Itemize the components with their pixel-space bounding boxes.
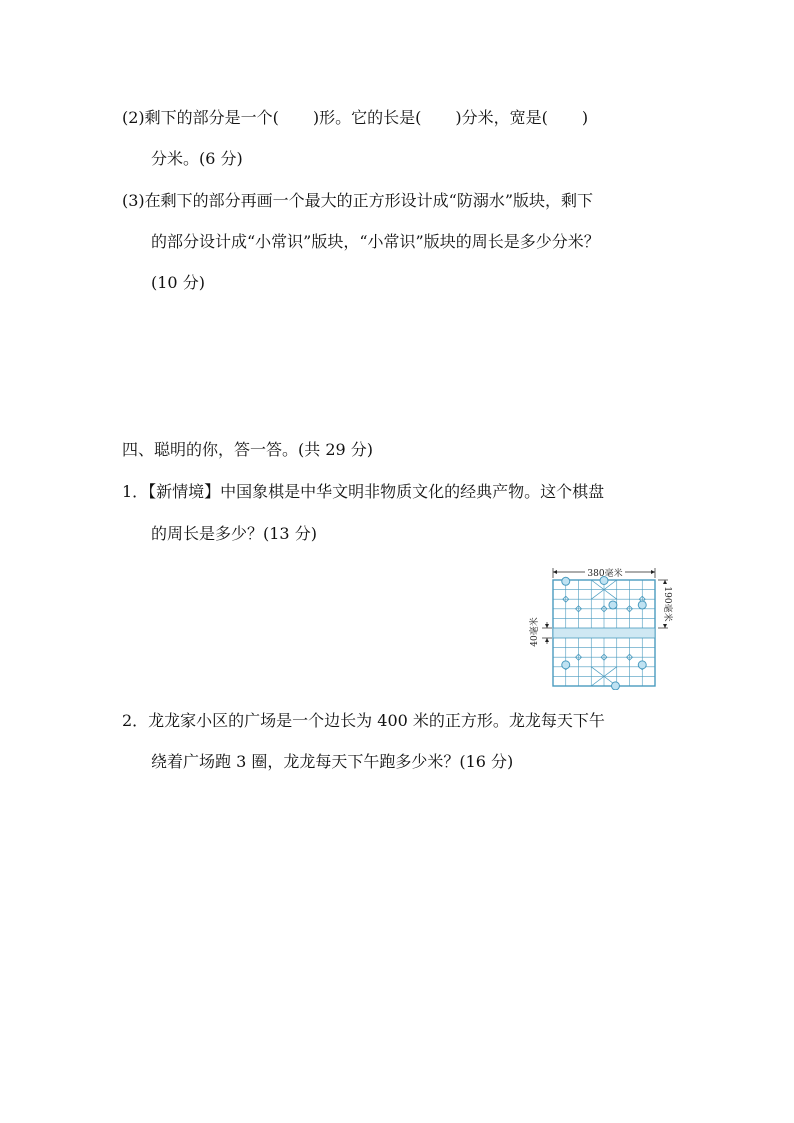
height-label: 190毫米 xyxy=(662,586,672,622)
river-arrow-top xyxy=(545,624,549,628)
q3-part2-line1 xyxy=(122,108,588,128)
height-arrow-bottom xyxy=(663,624,667,628)
chess-piece xyxy=(562,661,570,669)
q3-part3-line2: 的部分设计成“小常识”版块，“小常识”版块的周长是多少分米？ xyxy=(151,232,600,251)
chessboard-grid xyxy=(553,580,655,686)
width-label: 380毫米 xyxy=(587,569,623,579)
q1-line1: 1．【新情境】中国象棋是中华文明非物质文化的经典产物。这个棋盘 xyxy=(122,482,605,501)
q3-part3-line1: (3)在剩下的部分再画一个最大的正方形设计成“防溺水”版块，剩下 xyxy=(122,191,594,210)
height-arrow-top xyxy=(663,580,667,584)
river-width-label: 40毫米 xyxy=(530,617,540,647)
chess-piece xyxy=(611,682,619,690)
q3-part2-line2: 分米。(6 分) xyxy=(151,149,243,168)
section4-heading: 四、聪明的你，答一答。(共 29 分) xyxy=(122,440,374,459)
q1-line2: 的周长是多少？(13 分) xyxy=(151,524,317,543)
part2-text-a: (2)剩下的部分是一个( xyxy=(122,108,279,127)
q3-part3-line3: (10 分) xyxy=(151,273,205,292)
chess-piece xyxy=(638,601,646,609)
width-arrow-right xyxy=(651,570,655,574)
river-band xyxy=(553,628,655,638)
chess-piece xyxy=(562,577,570,585)
chessboard-figure xyxy=(528,564,680,690)
river-arrow-bottom xyxy=(545,638,549,642)
chess-piece xyxy=(609,601,617,609)
part2-text-c: )分米，宽是( xyxy=(455,108,548,127)
q2-line2: 绕着广场跑 3 圈，龙龙每天下午跑多少米？(16 分) xyxy=(151,752,514,771)
part2-text-b: )形。它的长是( xyxy=(312,108,422,127)
q2-line1: 2．龙龙家小区的广场是一个边长为 400 米的正方形。龙龙每天下午 xyxy=(122,711,605,730)
chess-piece xyxy=(638,661,646,669)
width-arrow-left xyxy=(553,570,557,574)
part2-text-d: ) xyxy=(581,108,589,127)
